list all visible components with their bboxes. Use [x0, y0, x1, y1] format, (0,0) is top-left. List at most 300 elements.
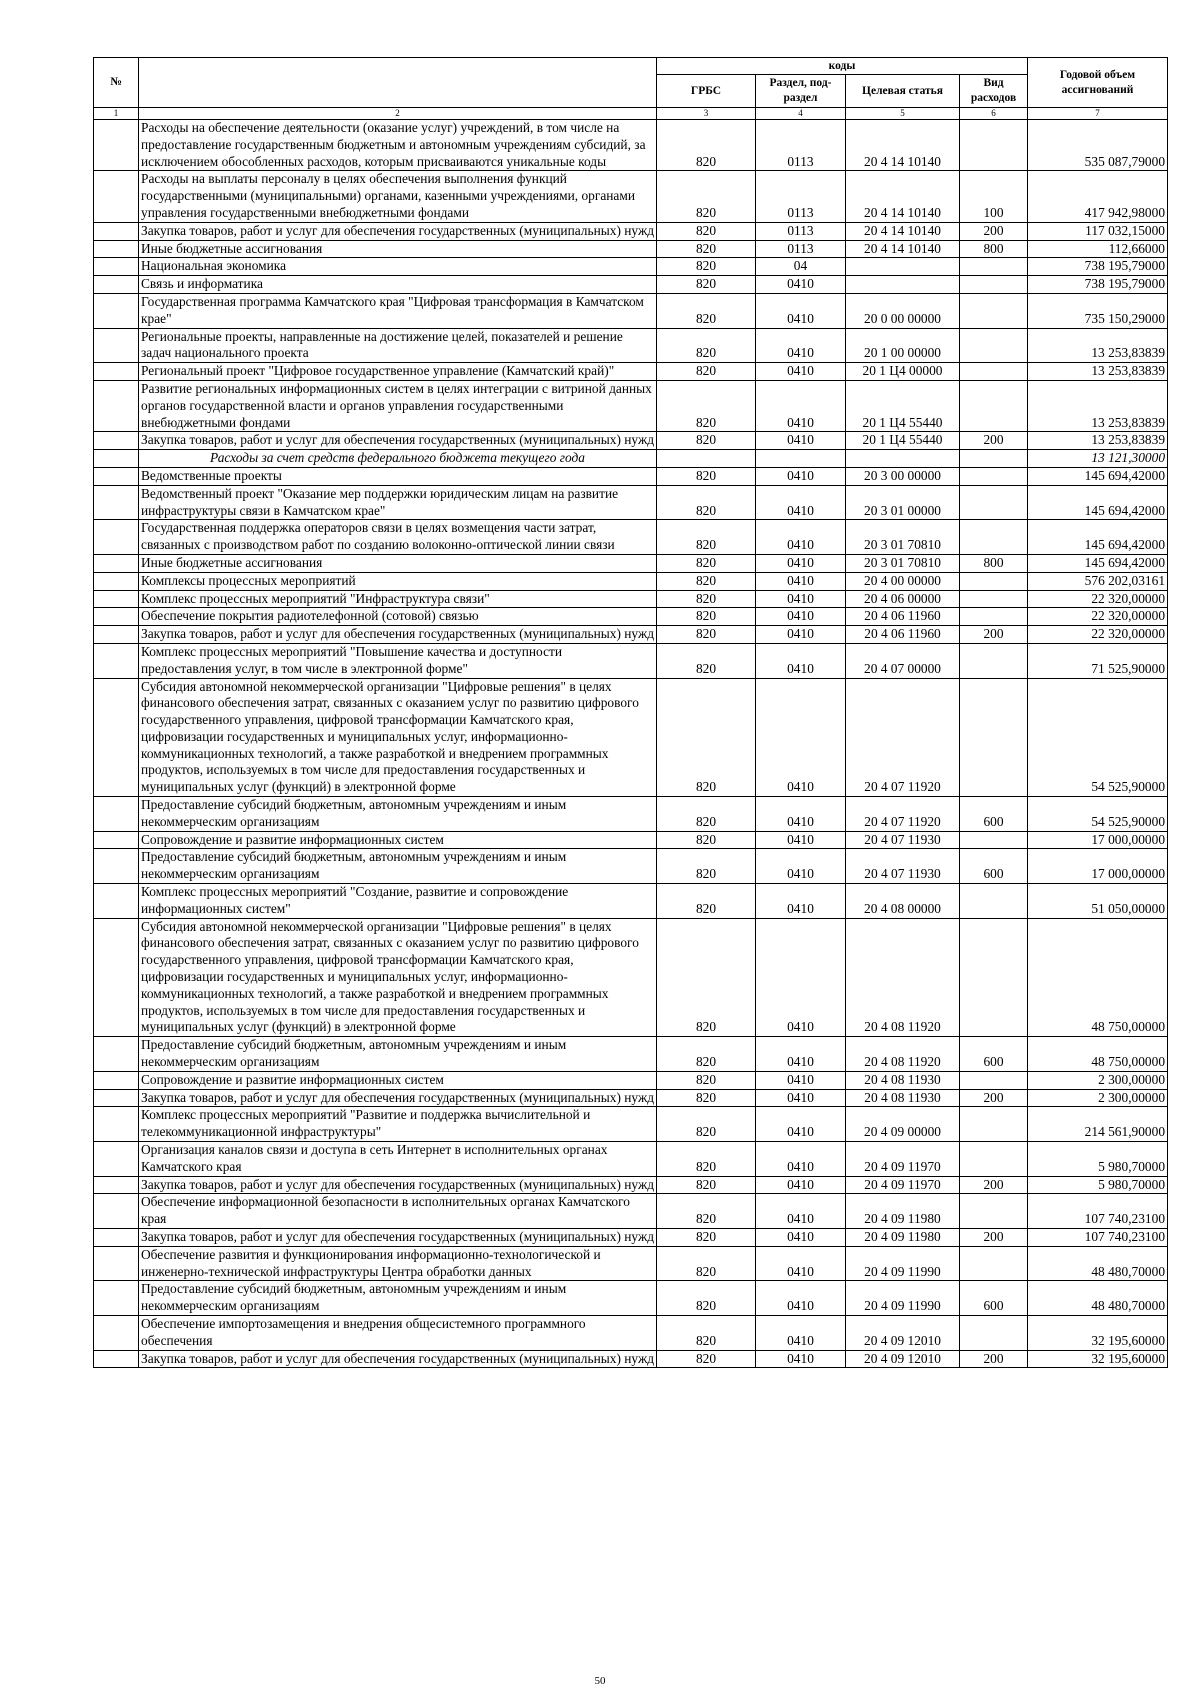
row-name-cell: Расходы на обеспечение деятельности (оказание услуг) учреждений, в том числе на предоставление государственным бюджетным и автономным учреждениям субсидий, за исключением обособленных расходов, которым присваиваются уникальные коды: [139, 120, 657, 171]
razdel-cell: 0410: [756, 328, 846, 363]
grbs-cell: 820: [657, 485, 756, 520]
amount-cell: 107 740,23100: [1028, 1194, 1168, 1229]
row-number-cell: [94, 520, 139, 555]
row-name-cell: Региональные проекты, направленные на достижение целей, показателей и решение задач национального проекта: [139, 328, 657, 363]
expense-type-cell: [960, 520, 1028, 555]
razdel-cell: 0410: [756, 276, 846, 294]
table-row: [94, 380, 1168, 431]
table-row: [94, 171, 1168, 222]
row-number-cell: [94, 276, 139, 294]
row-number-cell: [94, 626, 139, 644]
amount-cell: 112,66000: [1028, 240, 1168, 258]
expense-type-cell: 600: [960, 849, 1028, 884]
amount-cell: 17 000,00000: [1028, 831, 1168, 849]
grbs-cell: 820: [657, 1194, 756, 1229]
target-article-cell: 20 4 14 10140: [846, 222, 960, 240]
razdel-cell: 0410: [756, 1281, 846, 1316]
amount-cell: 145 694,42000: [1028, 520, 1168, 555]
table-row: [94, 520, 1168, 555]
target-article-cell: 20 4 08 11930: [846, 1071, 960, 1089]
grbs-cell: 820: [657, 1350, 756, 1368]
table-row: [94, 328, 1168, 363]
razdel-cell: 0113: [756, 240, 846, 258]
table-row: [94, 363, 1168, 381]
amount-cell: 738 195,79000: [1028, 276, 1168, 294]
expense-type-cell: 600: [960, 1281, 1028, 1316]
row-number-cell: [94, 120, 139, 171]
table-row: [94, 1176, 1168, 1194]
grbs-cell: 820: [657, 520, 756, 555]
row-name-cell: Расходы на выплаты персоналу в целях обеспечения выполнения функций государственными (муниципальными) органами, казенными учреждениями, органами управления государственными внебюджетными фондами: [139, 171, 657, 222]
table-row: [94, 554, 1168, 572]
amount-cell: 2 300,00000: [1028, 1089, 1168, 1107]
table-row: [94, 1089, 1168, 1107]
table-row: [94, 1246, 1168, 1281]
row-number-cell: [94, 467, 139, 485]
grbs-cell: 820: [657, 918, 756, 1037]
razdel-cell: 0113: [756, 222, 846, 240]
row-name-cell: Региональный проект "Цифровое государственное управление (Камчатский край)": [139, 363, 657, 381]
expense-type-cell: [960, 678, 1028, 797]
amount-cell: 22 320,00000: [1028, 626, 1168, 644]
target-article-cell: 20 4 14 10140: [846, 120, 960, 171]
row-name-cell: Закупка товаров, работ и услуг для обеспечения государственных (муниципальных) нужд: [139, 222, 657, 240]
grbs-cell: 820: [657, 590, 756, 608]
razdel-cell: [756, 450, 846, 468]
expense-type-cell: 200: [960, 1350, 1028, 1368]
target-article-cell: 20 3 01 70810: [846, 520, 960, 555]
row-number-cell: [94, 363, 139, 381]
razdel-cell: 0410: [756, 918, 846, 1037]
row-name-cell: Государственная программа Камчатского края "Цифровая трансформация в Камчатском крае": [139, 293, 657, 328]
razdel-cell: 0410: [756, 467, 846, 485]
row-number-cell: [94, 222, 139, 240]
target-article-cell: 20 1 Ц4 00000: [846, 363, 960, 381]
table-row: [94, 432, 1168, 450]
amount-cell: 2 300,00000: [1028, 1071, 1168, 1089]
col-header-cs: Целевая статья: [846, 75, 960, 108]
target-article-cell: 20 4 07 11930: [846, 831, 960, 849]
grbs-cell: 820: [657, 1037, 756, 1072]
expense-type-cell: 200: [960, 1176, 1028, 1194]
razdel-cell: 0410: [756, 590, 846, 608]
target-article-cell: 20 4 07 11930: [846, 849, 960, 884]
expense-type-cell: [960, 276, 1028, 294]
target-article-cell: 20 4 00 00000: [846, 572, 960, 590]
razdel-cell: 0410: [756, 1089, 846, 1107]
table-row: [94, 797, 1168, 832]
table-row: [94, 1281, 1168, 1316]
razdel-cell: 0410: [756, 1350, 846, 1368]
razdel-cell: 0410: [756, 831, 846, 849]
row-number-cell: [94, 380, 139, 431]
target-article-cell: 20 4 14 10140: [846, 240, 960, 258]
razdel-cell: 0410: [756, 797, 846, 832]
expense-type-cell: [960, 485, 1028, 520]
row-number-cell: [94, 328, 139, 363]
table-row: [94, 590, 1168, 608]
row-number-cell: [94, 572, 139, 590]
table-row: [94, 643, 1168, 678]
row-number-cell: [94, 293, 139, 328]
grbs-cell: 820: [657, 380, 756, 431]
row-name-cell: Обеспечение покрытия радиотелефонной (сотовой) связью: [139, 608, 657, 626]
razdel-cell: 0113: [756, 171, 846, 222]
col-header-grbs: ГРБС: [657, 75, 756, 108]
row-name-cell: Государственная поддержка операторов связи в целях возмещения части затрат, связанных с производством работ по созданию волоконно-оптической линии связи: [139, 520, 657, 555]
expense-type-cell: 100: [960, 171, 1028, 222]
row-number-cell: [94, 1246, 139, 1281]
expense-type-cell: [960, 1315, 1028, 1350]
target-article-cell: 20 3 00 00000: [846, 467, 960, 485]
col-number: 6: [960, 108, 1028, 120]
amount-cell: 22 320,00000: [1028, 590, 1168, 608]
table-header: [94, 58, 1168, 120]
expense-type-cell: [960, 590, 1028, 608]
row-number-cell: [94, 1194, 139, 1229]
row-number-cell: [94, 1176, 139, 1194]
row-name-cell: Субсидия автономной некоммерческой организации "Цифровые решения" в целях финансового обеспечения затрат, связанных с оказанием услуг по развитию цифрового государственного управления, цифровой трансформации Камчатского края, цифровизации государственных и муниципальных услуг, информационно-коммуникационных технологий, а также разработкой и внедрением программных продуктов, используемых в том числе для предоставления государственных и муниципальных услуг (функций) в электронной форме: [139, 918, 657, 1037]
razdel-cell: 0410: [756, 520, 846, 555]
amount-cell: 48 480,70000: [1028, 1281, 1168, 1316]
grbs-cell: 820: [657, 1315, 756, 1350]
row-number-cell: [94, 554, 139, 572]
row-name-cell: Обеспечение развития и функционирования информационно-технологической и инженерно-технической инфраструктуры Центра обработки данных: [139, 1246, 657, 1281]
grbs-cell: 820: [657, 831, 756, 849]
table-row: [94, 120, 1168, 171]
table-row: [94, 485, 1168, 520]
razdel-cell: 0410: [756, 572, 846, 590]
expense-type-cell: [960, 572, 1028, 590]
grbs-cell: 820: [657, 258, 756, 276]
table-row: [94, 1229, 1168, 1247]
table-row: [94, 293, 1168, 328]
expense-type-cell: [960, 120, 1028, 171]
expense-type-cell: 200: [960, 432, 1028, 450]
amount-cell: 738 195,79000: [1028, 258, 1168, 276]
expense-type-cell: 200: [960, 222, 1028, 240]
row-number-cell: [94, 1315, 139, 1350]
row-name-cell: Комплекс процессных мероприятий "Создание, развитие и сопровождение информационных систем": [139, 884, 657, 919]
expense-type-cell: [960, 1246, 1028, 1281]
row-name-cell: Организация каналов связи и доступа в сеть Интернет в исполнительных органах Камчатского края: [139, 1142, 657, 1177]
col-number: 3: [657, 108, 756, 120]
row-name-cell: Комплексы процессных мероприятий: [139, 572, 657, 590]
expense-type-cell: 200: [960, 626, 1028, 644]
row-number-cell: [94, 1107, 139, 1142]
target-article-cell: 20 4 07 11920: [846, 797, 960, 832]
expense-type-cell: [960, 380, 1028, 431]
table-row: [94, 1142, 1168, 1177]
row-number-cell: [94, 240, 139, 258]
row-number-cell: [94, 432, 139, 450]
amount-cell: 5 980,70000: [1028, 1142, 1168, 1177]
razdel-cell: 0410: [756, 380, 846, 431]
grbs-cell: 820: [657, 572, 756, 590]
amount-cell: 13 253,83839: [1028, 380, 1168, 431]
target-article-cell: 20 4 08 11920: [846, 918, 960, 1037]
target-article-cell: 20 4 06 11960: [846, 626, 960, 644]
table-row: [94, 572, 1168, 590]
row-name-cell: Расходы за счет средств федерального бюджета текущего года: [139, 450, 657, 468]
row-number-cell: [94, 849, 139, 884]
row-name-cell: Предоставление субсидий бюджетным, автономным учреждениям и иным некоммерческим организациям: [139, 849, 657, 884]
row-name-cell: Закупка товаров, работ и услуг для обеспечения государственных (муниципальных) нужд: [139, 432, 657, 450]
target-article-cell: 20 4 09 11970: [846, 1142, 960, 1177]
amount-cell: 17 000,00000: [1028, 849, 1168, 884]
row-number-cell: [94, 1089, 139, 1107]
table-row: [94, 276, 1168, 294]
grbs-cell: 820: [657, 678, 756, 797]
razdel-cell: 0410: [756, 626, 846, 644]
grbs-cell: 820: [657, 1176, 756, 1194]
grbs-cell: 820: [657, 222, 756, 240]
grbs-cell: 820: [657, 626, 756, 644]
col-number: 5: [846, 108, 960, 120]
amount-cell: 145 694,42000: [1028, 467, 1168, 485]
row-number-cell: [94, 678, 139, 797]
row-name-cell: Закупка товаров, работ и услуг для обеспечения государственных (муниципальных) нужд: [139, 1350, 657, 1368]
row-number-cell: [94, 485, 139, 520]
amount-cell: 117 032,15000: [1028, 222, 1168, 240]
grbs-cell: 820: [657, 363, 756, 381]
table-row: [94, 831, 1168, 849]
amount-cell: 48 480,70000: [1028, 1246, 1168, 1281]
table-row: [94, 467, 1168, 485]
amount-cell: 576 202,03161: [1028, 572, 1168, 590]
target-article-cell: 20 4 08 11920: [846, 1037, 960, 1072]
table-row: [94, 918, 1168, 1037]
table-row: [94, 258, 1168, 276]
razdel-cell: 0410: [756, 1071, 846, 1089]
expense-type-cell: 600: [960, 797, 1028, 832]
razdel-cell: 0410: [756, 485, 846, 520]
expense-type-cell: 200: [960, 1229, 1028, 1247]
target-article-cell: 20 4 06 11960: [846, 608, 960, 626]
grbs-cell: 820: [657, 1281, 756, 1316]
grbs-cell: [657, 450, 756, 468]
col-header-codes: коды: [657, 58, 1028, 75]
col-number: 2: [139, 108, 657, 120]
table-row: [94, 884, 1168, 919]
target-article-cell: 20 3 01 00000: [846, 485, 960, 520]
target-article-cell: 20 4 09 11990: [846, 1281, 960, 1316]
row-number-cell: [94, 1142, 139, 1177]
row-number-cell: [94, 1229, 139, 1247]
razdel-cell: 0410: [756, 1107, 846, 1142]
table-row: [94, 222, 1168, 240]
grbs-cell: 820: [657, 1229, 756, 1247]
table-row: [94, 1194, 1168, 1229]
row-name-cell: Предоставление субсидий бюджетным, автономным учреждениям и иным некоммерческим организациям: [139, 1281, 657, 1316]
amount-cell: 13 121,30000: [1028, 450, 1168, 468]
amount-cell: 32 195,60000: [1028, 1315, 1168, 1350]
grbs-cell: 820: [657, 1246, 756, 1281]
table-row: [94, 626, 1168, 644]
grbs-cell: 820: [657, 643, 756, 678]
razdel-cell: 0410: [756, 1194, 846, 1229]
razdel-cell: 0410: [756, 678, 846, 797]
grbs-cell: 820: [657, 467, 756, 485]
col-header-name: [139, 58, 657, 108]
grbs-cell: 820: [657, 1107, 756, 1142]
grbs-cell: 820: [657, 120, 756, 171]
table-row: [94, 450, 1168, 468]
target-article-cell: [846, 450, 960, 468]
row-name-cell: Обеспечение информационной безопасности в исполнительных органах Камчатского края: [139, 1194, 657, 1229]
grbs-cell: 820: [657, 432, 756, 450]
expense-type-cell: [960, 467, 1028, 485]
target-article-cell: 20 4 09 00000: [846, 1107, 960, 1142]
expense-type-cell: [960, 363, 1028, 381]
razdel-cell: 04: [756, 258, 846, 276]
amount-cell: 145 694,42000: [1028, 554, 1168, 572]
razdel-cell: 0410: [756, 1037, 846, 1072]
row-name-cell: Иные бюджетные ассигнования: [139, 240, 657, 258]
col-header-razdel: Раздел, под-раздел: [756, 75, 846, 108]
expense-type-cell: [960, 608, 1028, 626]
row-name-cell: Субсидия автономной некоммерческой организации "Цифровые решения" в целях финансового обеспечения затрат, связанных с оказанием услуг по развитию цифрового государственного управления, цифровой трансформации Камчатского края, цифровизации государственных и муниципальных услуг, информационно-коммуникационных технологий, а также разработкой и внедрением программных продуктов, используемых в том числе для предоставления государственных и муниципальных услуг (функций) в электронной форме: [139, 678, 657, 797]
grbs-cell: 820: [657, 240, 756, 258]
table-row: [94, 608, 1168, 626]
table-body: [94, 120, 1168, 1368]
expense-type-cell: [960, 293, 1028, 328]
row-name-cell: Ведомственный проект "Оказание мер поддержки юридическим лицам на развитие инфраструктуры связи в Камчатском крае": [139, 485, 657, 520]
razdel-cell: 0410: [756, 884, 846, 919]
table-row: [94, 1315, 1168, 1350]
target-article-cell: 20 4 09 11980: [846, 1229, 960, 1247]
table-row: [94, 1350, 1168, 1368]
amount-cell: 48 750,00000: [1028, 918, 1168, 1037]
target-article-cell: 20 4 06 00000: [846, 590, 960, 608]
amount-cell: 417 942,98000: [1028, 171, 1168, 222]
target-article-cell: 20 4 09 12010: [846, 1315, 960, 1350]
table-row: [94, 1071, 1168, 1089]
razdel-cell: 0410: [756, 849, 846, 884]
grbs-cell: 820: [657, 884, 756, 919]
target-article-cell: 20 4 07 11920: [846, 678, 960, 797]
row-name-cell: Обеспечение импортозамещения и внедрения общесистемного программного обеспечения: [139, 1315, 657, 1350]
target-article-cell: 20 4 09 12010: [846, 1350, 960, 1368]
target-article-cell: 20 1 Ц4 55440: [846, 432, 960, 450]
razdel-cell: 0410: [756, 363, 846, 381]
column-number-row: [94, 108, 1168, 120]
row-number-cell: [94, 171, 139, 222]
row-name-cell: Ведомственные проекты: [139, 467, 657, 485]
row-number-cell: [94, 450, 139, 468]
amount-cell: 735 150,29000: [1028, 293, 1168, 328]
target-article-cell: 20 4 09 11980: [846, 1194, 960, 1229]
expense-type-cell: 200: [960, 1089, 1028, 1107]
table-row: [94, 849, 1168, 884]
grbs-cell: 820: [657, 1142, 756, 1177]
table-row: [94, 240, 1168, 258]
expense-type-cell: 800: [960, 554, 1028, 572]
razdel-cell: 0410: [756, 293, 846, 328]
grbs-cell: 820: [657, 276, 756, 294]
row-name-cell: Сопровождение и развитие информационных систем: [139, 831, 657, 849]
table-row: [94, 1037, 1168, 1072]
razdel-cell: 0410: [756, 1176, 846, 1194]
row-name-cell: Связь и информатика: [139, 276, 657, 294]
amount-cell: 54 525,90000: [1028, 797, 1168, 832]
target-article-cell: [846, 258, 960, 276]
row-number-cell: [94, 258, 139, 276]
expense-type-cell: [960, 450, 1028, 468]
grbs-cell: 820: [657, 1071, 756, 1089]
grbs-cell: 820: [657, 608, 756, 626]
row-name-cell: Иные бюджетные ассигнования: [139, 554, 657, 572]
expense-type-cell: 600: [960, 1037, 1028, 1072]
razdel-cell: 0410: [756, 554, 846, 572]
expense-type-cell: [960, 1194, 1028, 1229]
col-header-num: №: [94, 58, 139, 108]
razdel-cell: 0113: [756, 120, 846, 171]
target-article-cell: 20 1 Ц4 55440: [846, 380, 960, 431]
target-article-cell: 20 4 07 00000: [846, 643, 960, 678]
grbs-cell: 820: [657, 328, 756, 363]
amount-cell: 22 320,00000: [1028, 608, 1168, 626]
amount-cell: 71 525,90000: [1028, 643, 1168, 678]
expense-type-cell: [960, 1142, 1028, 1177]
grbs-cell: 820: [657, 554, 756, 572]
row-name-cell: Развитие региональных информационных систем в целях интеграции с витриной данных органов государственной власти и органов управления государственными внебюджетными фондами: [139, 380, 657, 431]
row-number-cell: [94, 590, 139, 608]
row-name-cell: Сопровождение и развитие информационных систем: [139, 1071, 657, 1089]
col-number: 4: [756, 108, 846, 120]
amount-cell: 48 750,00000: [1028, 1037, 1168, 1072]
row-number-cell: [94, 1037, 139, 1072]
row-number-cell: [94, 608, 139, 626]
target-article-cell: 20 0 00 00000: [846, 293, 960, 328]
grbs-cell: 820: [657, 849, 756, 884]
expense-type-cell: [960, 643, 1028, 678]
target-article-cell: 20 4 08 00000: [846, 884, 960, 919]
razdel-cell: 0410: [756, 1246, 846, 1281]
target-article-cell: [846, 276, 960, 294]
row-name-cell: Закупка товаров, работ и услуг для обеспечения государственных (муниципальных) нужд: [139, 1176, 657, 1194]
amount-cell: 107 740,23100: [1028, 1229, 1168, 1247]
amount-cell: 13 253,83839: [1028, 328, 1168, 363]
row-name-cell: Комплекс процессных мероприятий "Развитие и поддержка вычислительной и телекоммуникационной инфраструктуры": [139, 1107, 657, 1142]
amount-cell: 32 195,60000: [1028, 1350, 1168, 1368]
row-name-cell: Национальная экономика: [139, 258, 657, 276]
target-article-cell: 20 4 08 11930: [846, 1089, 960, 1107]
amount-cell: 51 050,00000: [1028, 884, 1168, 919]
row-number-cell: [94, 797, 139, 832]
grbs-cell: 820: [657, 1089, 756, 1107]
amount-cell: 535 087,79000: [1028, 120, 1168, 171]
razdel-cell: 0410: [756, 608, 846, 626]
razdel-cell: 0410: [756, 1229, 846, 1247]
col-number: 7: [1028, 108, 1168, 120]
budget-table: [93, 57, 1168, 1368]
grbs-cell: 820: [657, 293, 756, 328]
razdel-cell: 0410: [756, 1142, 846, 1177]
amount-cell: 54 525,90000: [1028, 678, 1168, 797]
row-number-cell: [94, 1350, 139, 1368]
amount-cell: 145 694,42000: [1028, 485, 1168, 520]
row-name-cell: Закупка товаров, работ и услуг для обеспечения государственных (муниципальных) нужд: [139, 1089, 657, 1107]
razdel-cell: 0410: [756, 643, 846, 678]
expense-type-cell: [960, 884, 1028, 919]
expense-type-cell: [960, 328, 1028, 363]
expense-type-cell: [960, 1071, 1028, 1089]
col-number: 1: [94, 108, 139, 120]
razdel-cell: 0410: [756, 1315, 846, 1350]
target-article-cell: 20 4 14 10140: [846, 171, 960, 222]
col-header-vr: Вид расходов: [960, 75, 1028, 108]
